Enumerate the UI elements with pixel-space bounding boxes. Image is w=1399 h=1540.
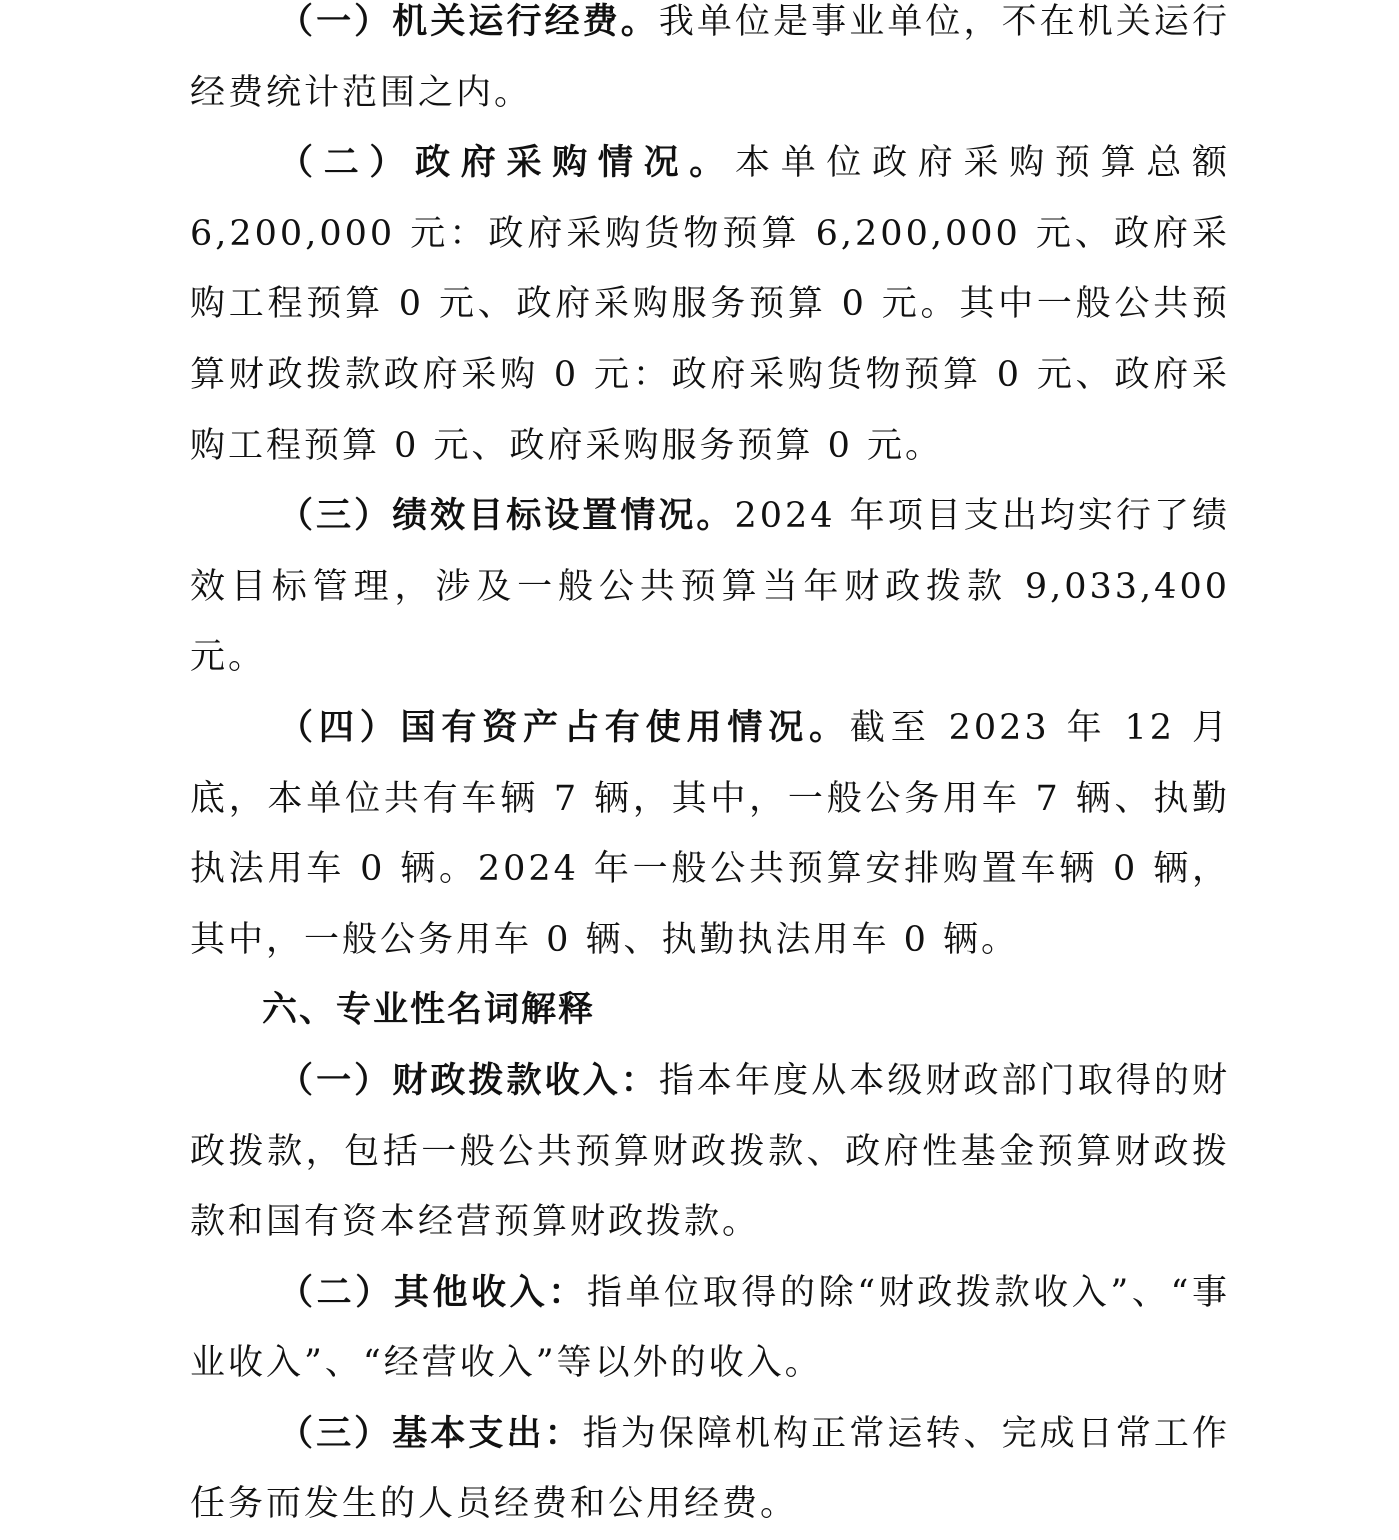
document-page: [190, 0, 1230, 1540]
paragraph-text: 本单位政府采购预算总额 6,200,000 元：政府采购货物预算 6,200,000 元、政府采购工程预算 0 元、政府采购服务预算 0 元。其中一般公共预算财政拨款政府采购 0 元：政府采购货物预算 0 元、政府采购工程预算 0 元、政府采购服务预算 0 元。: [190, 143, 1230, 466]
definition-basic-expenditure: [190, 1399, 1230, 1540]
definition-text: 指本年度从本级财政部门取得的财政拨款，包括一般公共预算财政拨款、政府性基金预算财政拨款和国有资本经营预算财政拨款。: [190, 1060, 1230, 1243]
definition-other-income: [190, 1258, 1230, 1399]
paragraph-performance-targets: [190, 481, 1230, 693]
definition-fiscal-appropriation-income: [190, 1046, 1230, 1258]
section-heading: 六、专业性名词解释: [262, 990, 596, 1031]
paragraph-text: 截至 2023 年 12 月底，本单位共有车辆 7 辆，其中，一般公务用车 7 辆、执勤执法用车 0 辆。2024 年一般公共预算安排购置车辆 0 辆，其中，一般公务用车 0 辆、执勤执法用车 0 辆。: [190, 707, 1230, 960]
definition-term: （三）基本支出：: [278, 1412, 583, 1454]
definition-text: 指为保障机构正常运转、完成日常工作任务而发生的人员经费和公用经费。: [190, 1413, 1230, 1525]
paragraph-lead: （三）绩效目标设置情况。: [278, 495, 735, 537]
paragraph-state-assets: [190, 693, 1230, 975]
paragraph-operating-expenses: [190, 0, 1230, 128]
definition-term: （二）其他收入：: [278, 1271, 587, 1313]
definition-text: 指单位取得的除“财政拨款收入”、“事业收入”、“经营收入”等以外的收入。: [190, 1272, 1230, 1384]
paragraph-lead: （二）政府采购情况。: [278, 142, 735, 184]
definition-term: （一）财政拨款收入：: [278, 1059, 659, 1101]
paragraph-lead: （一）机关运行经费。: [278, 1, 659, 42]
paragraph-text: 2024 年项目支出均实行了绩效目标管理，涉及一般公共预算当年财政拨款 9,033,400 元。: [190, 496, 1230, 678]
paragraph-government-procurement: [190, 128, 1230, 481]
paragraph-text: 我单位是事业单位，不在机关运行经费统计范围之内。: [190, 2, 1230, 113]
paragraph-lead: （四）国有资产占有使用情况。: [278, 706, 850, 748]
